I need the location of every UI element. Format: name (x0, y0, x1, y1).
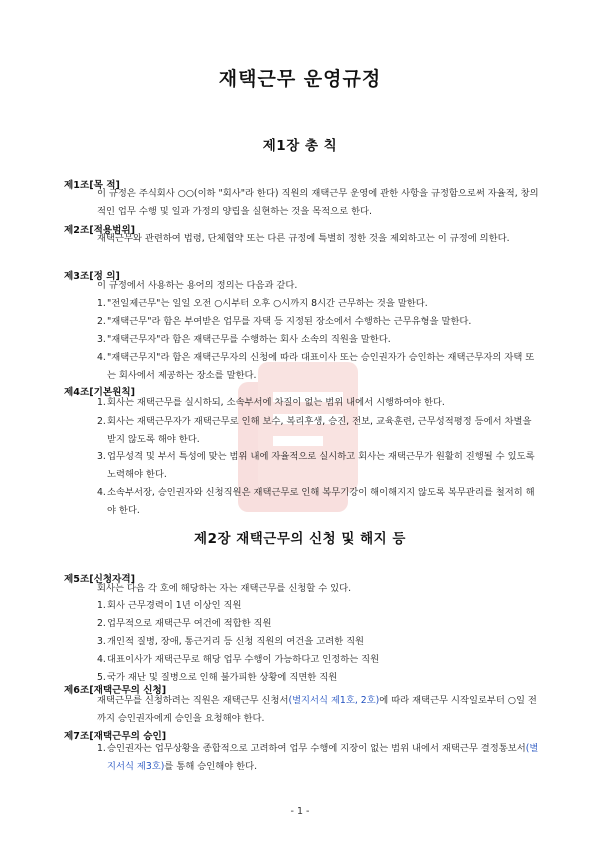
list-item: 1. 회사는 재택근무를 실시하되, 소속부서에 차질이 없는 범위 내에서 시행하여야 한다. (97, 397, 445, 408)
document-title: 재택근무 운영규정 (218, 68, 382, 90)
chapter-1-heading: 제1장 총 칙 (262, 138, 338, 154)
list-item: 5. 국가 재난 및 질병으로 인해 불가피한 상황에 직면한 직원 (97, 672, 338, 683)
article-2-body: 재택근무와 관련하여 법령, 단체협약 또는 다른 규정에 특별히 정한 것을 제외하고는 이 규정에 의한다. (97, 233, 510, 244)
article-3-intro: 이 규정에서 사용하는 용어의 정의는 다음과 같다. (97, 280, 298, 291)
list-item: 2. "재택근무"라 함은 부여받은 업무를 자택 등 지정된 장소에서 수행하는 근무유형을 말한다. (97, 316, 472, 327)
list-item: 1. 회사 근무경력이 1년 이상인 직원 (97, 600, 242, 611)
page-number: - 1 - (290, 806, 310, 817)
article-3-heading: 제3조[정 의] (64, 271, 120, 282)
article-7-heading: 제7조[재택근무의 승인] (64, 731, 167, 742)
article-6-body: 재택근무를 신청하려는 직원은 재택근무 신청서(별지서식 제1호, 2호)에 따라 재택근무 시작일로부터 ○일 전까지 승인권자에게 승인을 요청해야 한다. (97, 695, 537, 724)
form-reference-link: (별지서식 제3호) (107, 743, 539, 772)
list-item: 3. 업무성격 및 부서 특성에 맞는 범위 내에 자율적으로 실시하고 회사는 재택근무가 원활히 진행될 수 있도록 노력해야 한다. (97, 451, 535, 480)
chapter-2-heading: 제2장 재택근무의 신청 및 해지 등 (194, 531, 406, 547)
article-6-heading: 제6조[재택근무의 신청] (64, 685, 167, 696)
article-1-heading: 제1조[목 적] (64, 180, 120, 191)
article-1-body: 이 규정은 주식회사 ○○(이하 "회사"라 한다) 직원의 재택근무 운영에 관한 사항을 규정함으로써 자율적, 창의적인 업무 수행 및 일과 가정의 양립을 실현하는 것을 목적으로 한다. (97, 188, 539, 217)
article-5-intro: 회사는 다음 각 호에 해당하는 자는 재택근무를 신청할 수 있다. (97, 583, 352, 594)
article-5-heading: 제5조[신청자격] (64, 574, 136, 585)
list-item: 2. 회사는 재택근무자가 재택근무로 인해 보수, 복리후생, 승진, 전보, 교육훈련, 근무성적평정 등에서 차별을 받지 않도록 해야 한다. (97, 416, 532, 445)
list-item: 1. "전일제근무"는 일일 오전 ○시부터 오후 ○시까지 8시간 근무하는 것을 말한다. (97, 298, 428, 309)
list-item: 3. "재택근무자"라 함은 재택근무를 수행하는 회사 소속의 직원을 말한다. (97, 334, 391, 345)
list-item: 4. "재택근무지"라 함은 재택근무자의 신청에 따라 대표이사 또는 승인권자가 승인하는 재택근무자의 자택 또는 회사에서 제공하는 장소를 말한다. (97, 352, 535, 381)
list-item: 4. 대표이사가 재택근무로 해당 업무 수행이 가능하다고 인정하는 직원 (97, 654, 380, 665)
form-reference-link: (별지서식 제1호, 2호) (288, 695, 380, 706)
list-item: 3. 개인적 질병, 장애, 통근거리 등 신청 직원의 여건을 고려한 직원 (97, 636, 365, 647)
list-item: 2. 업무적으로 재택근무 여건에 적합한 직원 (97, 618, 272, 629)
list-item: 1. 승인권자는 업무상황을 종합적으로 고려하여 업무 수행에 지장이 없는 범위 내에서 재택근무 결정통보서(별지서식 제3호)를 통해 승인해야 한다. (97, 743, 539, 772)
article-4-heading: 제4조[기본원칙] (64, 387, 136, 398)
list-item: 4. 소속부서장, 승인권자와 신청직원은 재택근무로 인해 복무기강이 해이해지지 않도록 복무관리를 철저히 해야 한다. (97, 487, 535, 516)
article-2-heading: 제2조[적용범위] (64, 225, 136, 236)
